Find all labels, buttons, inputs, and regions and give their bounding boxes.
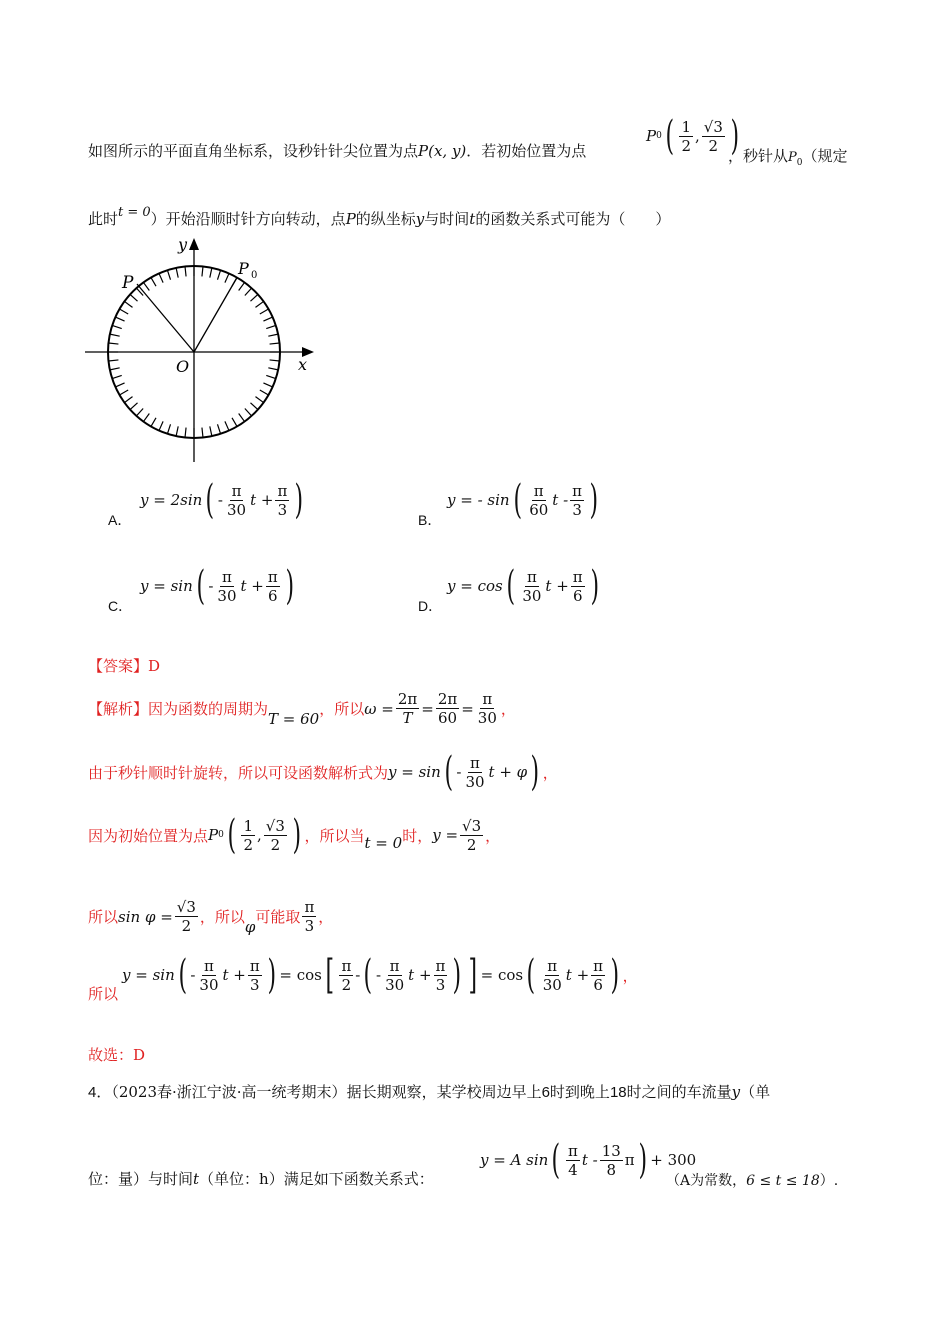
fraction — [266, 568, 280, 605]
right-paren: ) — [452, 952, 462, 998]
right-paren: ) — [610, 952, 620, 998]
eq-cos: = cos — [480, 966, 524, 984]
right-paren: ) — [267, 952, 276, 998]
clock-tick — [250, 294, 257, 301]
var-y: y — [731, 1083, 741, 1101]
left-paren: ( — [205, 477, 215, 523]
p0-letter: P — [646, 127, 657, 145]
text: 此时 — [88, 210, 119, 228]
point-p: P(x, y) — [418, 142, 467, 160]
fraction — [570, 482, 584, 519]
clock-tick — [151, 418, 156, 427]
clock-tick — [250, 403, 257, 410]
clock-tick — [120, 309, 129, 314]
option-a-label: A． — [108, 512, 132, 528]
clock-tick — [124, 397, 132, 403]
mid: t + — [240, 577, 264, 595]
numerator: √3 — [176, 898, 196, 916]
problem-4-line-1 — [88, 1081, 770, 1102]
fraction — [591, 957, 605, 994]
clock-tick — [225, 421, 229, 430]
denominator: 30 — [465, 772, 485, 791]
left-paren: ( — [551, 1137, 561, 1183]
text: 可能取 — [255, 908, 301, 926]
numerator: 1 — [681, 117, 691, 136]
left-paren: ( — [227, 812, 236, 858]
clock-tick — [217, 270, 220, 280]
prefix: y = sin — [140, 577, 193, 595]
clock-tick — [268, 334, 278, 336]
eighteen: 18 — [609, 1084, 627, 1101]
clock-tick — [176, 268, 178, 278]
clock-tick — [266, 375, 276, 378]
analysis-line-3 — [88, 812, 501, 858]
clock-tick — [263, 317, 272, 321]
right-paren: ) — [590, 563, 599, 609]
numerator: π — [533, 481, 544, 500]
clock-tick — [185, 266, 186, 276]
clock-tick — [245, 288, 252, 295]
text: ．若初始位置为点 — [466, 142, 587, 160]
fraction — [541, 957, 564, 994]
text: 所以 — [88, 908, 119, 926]
y-arrow — [189, 238, 199, 250]
eq-cos: = cos — [279, 966, 322, 984]
mid: t + φ — [488, 763, 528, 781]
text: 的函数关系式可能为（ ） — [475, 210, 671, 228]
right-paren: ) — [589, 477, 599, 523]
letter-p: P — [345, 210, 356, 228]
eq: = — [421, 699, 434, 718]
hand-p — [137, 284, 194, 352]
left-paren: ( — [665, 113, 674, 159]
comma: , — [694, 127, 700, 145]
label-p0: P — [238, 259, 249, 278]
numerator: π — [249, 956, 260, 975]
clock-tick — [159, 273, 163, 282]
left-paren: ( — [513, 477, 522, 523]
clock-tick — [270, 360, 280, 361]
sign: - — [190, 966, 196, 984]
numerator: π — [526, 567, 537, 586]
text: ）开始沿顺时针方向转动，点 — [150, 210, 346, 228]
fraction — [566, 1142, 580, 1179]
label-x: x — [298, 355, 308, 374]
text: ，秒针从 — [728, 147, 789, 165]
pi: π — [624, 1151, 635, 1169]
fraction — [264, 817, 287, 854]
fraction — [275, 482, 289, 519]
clock-tick — [143, 413, 149, 421]
prefix: y = sin — [122, 966, 175, 984]
denominator: 3 — [304, 917, 315, 935]
denominator: 6 — [572, 586, 583, 605]
clock-tick — [239, 413, 245, 421]
numerator: π — [572, 567, 583, 586]
denominator: 2 — [681, 136, 691, 155]
numerator: π — [231, 481, 242, 500]
mid: t + — [250, 491, 274, 509]
clock-tick — [120, 390, 129, 395]
denominator: 3 — [277, 500, 288, 519]
numerator: 1 — [243, 816, 253, 835]
fraction — [225, 482, 248, 519]
numerator: π — [204, 956, 214, 975]
answer-label: 【答案】D — [88, 657, 161, 675]
label-o: O — [176, 357, 190, 376]
clock-tick — [255, 301, 263, 307]
analysis-line-1 — [88, 690, 516, 727]
numerator: √3 — [703, 117, 723, 136]
text: （单位：h）满足如下函数关系式： — [199, 1170, 434, 1188]
fraction — [436, 690, 459, 727]
source: （2023春·浙江宁波·高一统考期末） — [111, 1083, 347, 1101]
label-y: y — [178, 235, 188, 254]
option-a-formula — [140, 477, 307, 523]
mid: t + — [545, 577, 569, 595]
clock-tick — [143, 282, 149, 290]
hand-p0 — [194, 278, 237, 353]
left-bracket: [ — [325, 952, 334, 998]
right-bracket: ] — [468, 952, 478, 998]
right-paren: ) — [285, 563, 294, 609]
option-c-label: C． — [108, 598, 133, 614]
fraction — [679, 118, 693, 155]
p0-letter: P — [788, 150, 797, 165]
denominator: 3 — [250, 975, 260, 994]
clock-tick — [115, 317, 124, 321]
left-paren: ( — [363, 952, 373, 998]
denominator: 30 — [226, 500, 247, 519]
text: 因为函数的周期为 — [148, 700, 269, 718]
text: （规定 — [802, 147, 848, 165]
prefix: y = cos — [447, 577, 503, 595]
clock-tick — [112, 325, 122, 328]
numerator: π — [470, 753, 480, 772]
text: 与时间 — [424, 210, 470, 228]
denominator: 30 — [385, 975, 405, 994]
phi: φ — [244, 917, 256, 936]
prefix: y = 2sin — [140, 491, 203, 509]
option-b-label: B． — [418, 512, 442, 528]
clock-tick — [268, 368, 278, 370]
traffic-formula — [480, 1137, 697, 1183]
sign: - — [217, 491, 223, 509]
fraction — [215, 568, 238, 605]
text: 因为初始位置为点 — [88, 826, 209, 845]
numerator: π — [389, 956, 400, 975]
var-t: t — [193, 1170, 200, 1188]
mid: t + — [565, 966, 590, 984]
period-eq — [268, 710, 319, 728]
t-eq: T = 60 — [268, 709, 320, 728]
clock-tick — [232, 418, 237, 427]
letter-t: t — [469, 210, 476, 228]
option-d-label: D． — [418, 598, 443, 614]
denominator: 2 — [243, 835, 253, 854]
clock-tick — [255, 397, 263, 403]
clock-tick — [245, 408, 252, 415]
prefix: y = - sin — [447, 491, 510, 509]
numerator: π — [547, 956, 558, 975]
problem-number: 4． — [88, 1084, 112, 1101]
left-paren: ( — [526, 952, 536, 998]
clock-figure — [80, 232, 330, 472]
text: ， — [622, 966, 638, 985]
text: 时到晚上 — [549, 1083, 610, 1101]
denominator: 2 — [341, 975, 352, 994]
mid: t + — [408, 966, 432, 984]
left-paren: ( — [506, 563, 515, 609]
prefix: y = sin — [388, 763, 441, 781]
clock-tick — [266, 325, 276, 328]
numerator: π — [593, 956, 604, 975]
numerator: 13 — [601, 1141, 621, 1160]
clock-tick — [130, 294, 137, 301]
fraction — [434, 957, 448, 994]
clock-tick — [151, 278, 156, 287]
clock-tick — [108, 343, 118, 344]
fraction — [460, 817, 483, 854]
label-p0-sub: 0 — [251, 270, 258, 281]
sign: - — [456, 763, 462, 781]
clock-tick — [185, 428, 186, 438]
clock-tick — [239, 282, 245, 290]
text: 位：量）与时间 — [88, 1170, 194, 1188]
right-paren: ) — [530, 749, 540, 795]
analysis-line-2 — [88, 749, 558, 795]
clock-tick — [130, 403, 137, 410]
y-value — [432, 817, 485, 854]
range: 6 ≤ t ≤ 18 — [746, 1173, 820, 1189]
text: （单 — [740, 1083, 771, 1101]
assumed-formula — [388, 749, 543, 795]
denominator: 30 — [199, 975, 219, 994]
text: 据长期观察，某学校周边早上 — [346, 1083, 542, 1101]
problem-line-1-tail — [728, 145, 848, 168]
text: ， — [500, 700, 516, 718]
text: ， — [542, 763, 558, 782]
fraction — [302, 898, 316, 935]
text: 所以 — [88, 985, 119, 1003]
omega-formula — [364, 690, 501, 727]
option-c-formula — [140, 563, 297, 609]
clock-tick — [124, 301, 132, 307]
omega: ω = — [364, 699, 394, 718]
t-zero: t = 0 — [364, 834, 403, 852]
sin-phi — [118, 898, 200, 935]
t-zero: t = 0 — [118, 205, 151, 220]
clock-tick — [202, 428, 203, 438]
fraction — [241, 817, 255, 854]
p0-letter: P — [208, 826, 219, 844]
numerator: π — [304, 898, 315, 916]
text: ， — [318, 908, 334, 926]
sin-eq: sin φ = — [118, 907, 173, 926]
denominator: 3 — [435, 975, 446, 994]
text: ，所以 — [319, 700, 365, 718]
mid: t - — [552, 491, 569, 509]
problem-line-1 — [88, 140, 586, 161]
denominator: 2 — [708, 136, 719, 155]
fraction — [702, 118, 725, 155]
fraction — [600, 1142, 623, 1179]
numerator: π — [435, 956, 446, 975]
problem-line-2 — [88, 205, 671, 229]
text: 时， — [402, 826, 433, 845]
eq: = — [461, 699, 474, 718]
mid: t + — [222, 966, 246, 984]
letter-y: y — [415, 210, 425, 228]
denominator: 30 — [542, 975, 562, 994]
text: （A为常数， — [666, 1173, 747, 1189]
denominator: 60 — [529, 500, 549, 519]
text: 由于秒针顺时针旋转，所以可设函数解析式为 — [88, 763, 389, 782]
final-derivation — [122, 952, 638, 998]
denominator: 30 — [217, 586, 237, 605]
left-paren: ( — [444, 749, 453, 795]
sign: - — [208, 577, 214, 595]
right-paren: ) — [294, 477, 304, 523]
left-paren: ( — [178, 952, 187, 998]
numerator: √3 — [265, 816, 285, 835]
numerator: π — [567, 1141, 578, 1160]
denominator: 3 — [572, 500, 582, 519]
suffix: + 300 — [650, 1151, 697, 1169]
subscript: 0 — [796, 158, 803, 168]
sign: - — [355, 966, 361, 984]
fraction — [396, 690, 419, 727]
clock-tick — [167, 424, 170, 434]
denominator: 2 — [270, 835, 281, 854]
choose-answer: 故选：D — [88, 1046, 146, 1064]
clock-tick — [167, 270, 170, 280]
analysis-line-4 — [88, 898, 333, 935]
fraction — [520, 568, 543, 605]
numerator: √3 — [462, 816, 482, 835]
text: 时之间的车流量 — [626, 1083, 732, 1101]
comma: , — [257, 826, 262, 844]
fraction — [339, 957, 353, 994]
text: 的纵坐标 — [355, 210, 416, 228]
denominator: T — [402, 709, 413, 727]
fraction — [527, 482, 550, 519]
right-paren: ) — [638, 1137, 647, 1183]
fraction — [571, 568, 585, 605]
clock-tick — [112, 375, 122, 378]
denominator: 6 — [268, 586, 278, 605]
denominator: 30 — [522, 586, 542, 605]
denominator: 4 — [568, 1160, 578, 1179]
numerator: π — [341, 956, 352, 975]
fraction — [383, 957, 406, 994]
clock-tick — [176, 426, 178, 436]
label-p: P — [122, 273, 134, 293]
text: 如图所示的平面直角坐标系，设秒针针尖位置为点 — [88, 142, 419, 160]
prefix: y = A sin — [480, 1151, 549, 1169]
denominator: 2 — [181, 917, 192, 935]
numerator: π — [277, 481, 288, 500]
text: ）. — [819, 1173, 839, 1189]
text: ，所以 — [199, 908, 245, 926]
clock-tick — [108, 360, 118, 361]
denominator: 6 — [593, 975, 603, 994]
fraction — [175, 898, 198, 935]
right-paren: ) — [730, 113, 739, 159]
denominator: 8 — [606, 1160, 616, 1179]
clock-tick — [115, 383, 124, 387]
six: 6 — [541, 1084, 550, 1101]
fraction — [476, 690, 499, 727]
subscript: 0 — [218, 830, 224, 840]
fraction — [197, 957, 220, 994]
mid: t - — [581, 1151, 598, 1169]
clock-tick — [263, 383, 272, 387]
clock-tick — [210, 426, 212, 436]
fraction — [463, 754, 486, 791]
clock-tick — [110, 334, 120, 336]
clock-tick — [217, 424, 220, 434]
p0-coordinates — [208, 812, 304, 858]
numerator: π — [267, 567, 278, 586]
clock-tick — [210, 268, 212, 278]
left-paren: ( — [196, 563, 205, 609]
clock-tick — [260, 309, 269, 314]
text: ，所以当 — [304, 826, 365, 845]
text: ， — [485, 826, 501, 845]
subscript: 0 — [656, 131, 662, 141]
numerator: π — [572, 481, 583, 500]
option-b-formula — [447, 477, 602, 523]
problem-4-line-2 — [88, 1168, 434, 1189]
denominator: 60 — [437, 709, 458, 727]
numerator: 2π — [437, 690, 458, 708]
clock-tick — [202, 266, 203, 276]
right-paren: ) — [292, 812, 301, 858]
clock-tick — [270, 343, 280, 344]
y-eq: y = — [432, 826, 459, 844]
denominator: 2 — [466, 835, 477, 854]
numerator: 2π — [397, 690, 418, 708]
clock-tick — [159, 421, 163, 430]
problem-4-line-2-tail — [666, 1170, 838, 1190]
fraction — [248, 957, 262, 994]
numerator: π — [482, 690, 493, 708]
numerator: π — [222, 567, 232, 586]
clock-tick — [136, 408, 143, 415]
clock-tick — [260, 390, 269, 395]
clock-tick — [225, 273, 229, 282]
analysis-label: 【解析】 — [88, 700, 149, 718]
denominator: 30 — [477, 709, 497, 727]
sign: - — [375, 966, 382, 984]
clock-tick — [110, 368, 120, 370]
option-d-formula — [447, 563, 602, 609]
